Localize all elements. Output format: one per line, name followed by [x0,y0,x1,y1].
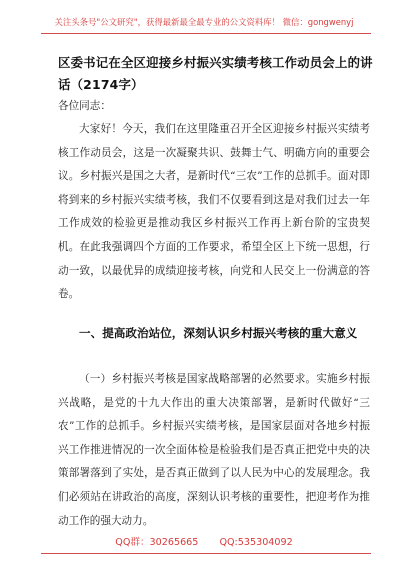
footer-qq-group: QQ群：30265665 [115,537,199,548]
intro-paragraph: 大家好！今天，我们在这里隆重召开全区迎接乡村振兴实绩考核工作动员会，这是一次凝聚共识、鼓舞士气、明确方向的重要会议。乡村振兴是国之大者，是新时代“三农”工作的总抓手。面对即将到来的乡村振兴实绩考核，我们不仅要看到这是对我们过去一年工作成效的检验更是推动我区乡村振兴工作再上新台阶的宝贵契机。在此我强调四个方面的工作要求，希望全区上下统一思想，行动一致，以最优异的成绩迎接考核，向党和人民交上一份满意的答卷。 [58,123,370,301]
header-banner: 关注头条号"公文研究"，获得最新最全最专业的公文资料库！ 微信：gongwenyj [54,17,354,27]
header-divider [41,33,371,34]
footer-divider [41,553,371,554]
section1-paragraph: （一）乡村振兴考核是国家战略部署的必然要求。实施乡村振兴战略，是党的十九大作出的重大决策部署，是新时代做好“三农”工作的总抓手。乡村振兴实绩考核，是国家层面对各地乡村振兴工作推进情况的一次全面体检是检验我们是否真正把党中央的决策部署落到了实处，是否真正做到了以人民为中心的发展理念。我们必须站在讲政治的高度，深刻认识考核的重要性，把迎考作为推动工作的强大动力。 [58,373,370,527]
intro-section [58,118,370,307]
document-title: 区委书记在全区迎接乡村振兴实绩考核工作动员会上的讲话（2174字） [58,55,373,92]
section-heading: 一、提高政治站位，深刻认识乡村振兴考核的重大意义 [79,326,358,340]
salutation: 各位同志： [58,100,111,112]
footer-qq: QQ:535304092 [219,537,293,548]
section1-body [58,368,370,533]
footer-contacts [0,534,408,548]
